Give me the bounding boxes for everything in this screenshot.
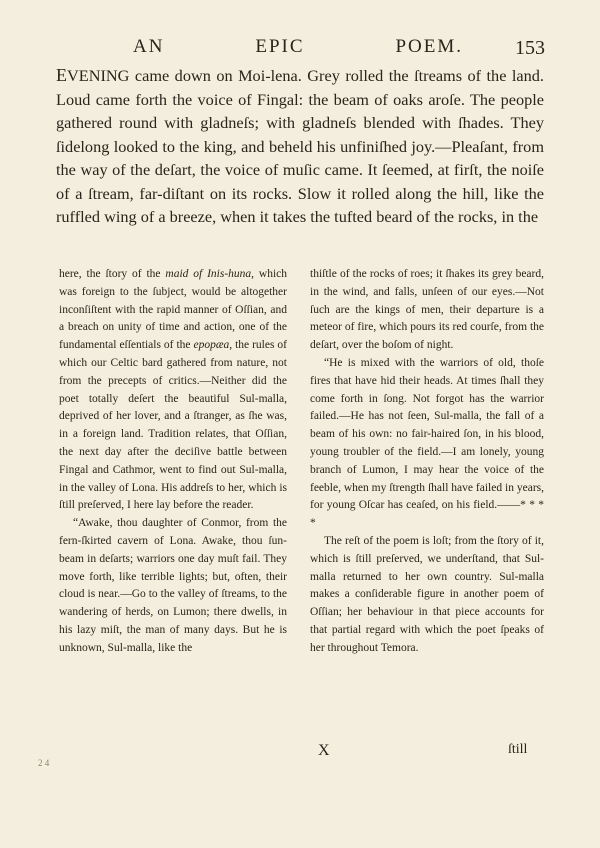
catchword: ſtill xyxy=(508,742,528,757)
drop-cap: E xyxy=(56,65,67,85)
corner-mark: 2 4 xyxy=(38,758,50,768)
footnote-text: , which was foreign to the ſubject, would be altogether inconſiſtent with the rapid manner of Oſſian, and a breach on unity of time and action, one of the fundamental eſſentials of the xyxy=(59,268,288,352)
page-number: 153 xyxy=(515,37,545,59)
footnote-right-paragraph-2: “He is mixed with the warriors of old, thoſe fires that have hid their heads. At times ſhall they come forth in ſong. Not forgot has the warrior failed.—He has not ſeen, Sul-malla, the fall of a beam of his own: no fair-haired ſon, in his blood, young troubler of the field.—I am lonely, young branch of Lumon, I may hear the voice of the feeble, when my ſtrength ſhall have failed in years, for young Oſcar has ceaſed, on his field.——* * * * xyxy=(310,356,544,530)
footnote-column-right xyxy=(310,266,544,658)
main-poem-body: came down on Moi-lena. Grey rolled the ſtreams of the land. Loud came forth the voice of Fingal: the beam of oaks aroſe. The people gathered round with gladneſs; with gladneſs blended with ſhades. They ſidelong looked to the king, and beheld his unfiniſhed joy.—Pleaſant, from the way of the deſart, the voice of muſic came. It ſeemed, at firſt, the noiſe of a ſtream, far-diſtant on its rocks. Slow it rolled along the hill, like the ruffled wing of a breeze, when it takes the tufted beard of the rocks, in the xyxy=(56,66,544,226)
running-head-title: AN EPIC POEM. xyxy=(133,36,463,57)
signature-mark: X xyxy=(318,742,330,759)
footnote-column-left xyxy=(59,266,287,658)
footnote-italic-title: maid of Inis-huna xyxy=(165,268,252,280)
footnote-left-paragraph-1 xyxy=(59,266,287,515)
first-word-rest: VENING xyxy=(67,66,130,85)
footnote-text: , the rules of which our Celtic bard gathered from nature, not from the precepts of critics.—Neither did the poet totally deſert the beautiful Sul-malla, deprived of her lover, and a ſtranger, as ſhe was, in a foreign land. Tradition relates, that Oſſian, the next day after the deciſive battle between Fingal and Cathmor, went to find out Sul-malla, in the valley of Lona. His addreſs to her, which is ſtill preſerved, I here lay before the reader. xyxy=(59,339,287,512)
footnote-italic-term: epopæa xyxy=(193,339,230,352)
footnote-right-paragraph-1: thiſtle of the rocks of roes; it ſhakes its grey beard, in the wind, and falls, unſeen of our eyes.—Not ſuch are the kings of men, their departure is a meteor of fire, which pours its red courſe, from the deſart, over the boſom of night. xyxy=(310,268,544,352)
running-head xyxy=(0,36,600,62)
footnote-left-paragraph-2: “Awake, thou daughter of Conmor, from the fern-ſkirted cavern of Lona. Awake, thou ſun-beam in deſarts; warriors one day muſt fail. They move forth, like terrible lights; but, often, their cloud is near.—Go to the valley of ſtreams, to the wandering of herds, on Lumon; there dwells, in his lazy miſt, the man of many days. But he is unknown, Sul-malla, like the xyxy=(59,517,287,654)
footnote-right-paragraph-3: The reſt of the poem is loſt; from the ſtory of it, which is ſtill preſerved, we underſtand, that Sul-malla returned to her own country. Sul-malla makes a conſiderable figure in another poem of Oſſian; her behaviour in that piece accounts for that partial regard with which the poet ſpeaks of her throughout Temora. xyxy=(310,534,544,654)
main-poem-text xyxy=(56,64,544,229)
footnote-text: here, the ſtory of the xyxy=(59,268,166,280)
